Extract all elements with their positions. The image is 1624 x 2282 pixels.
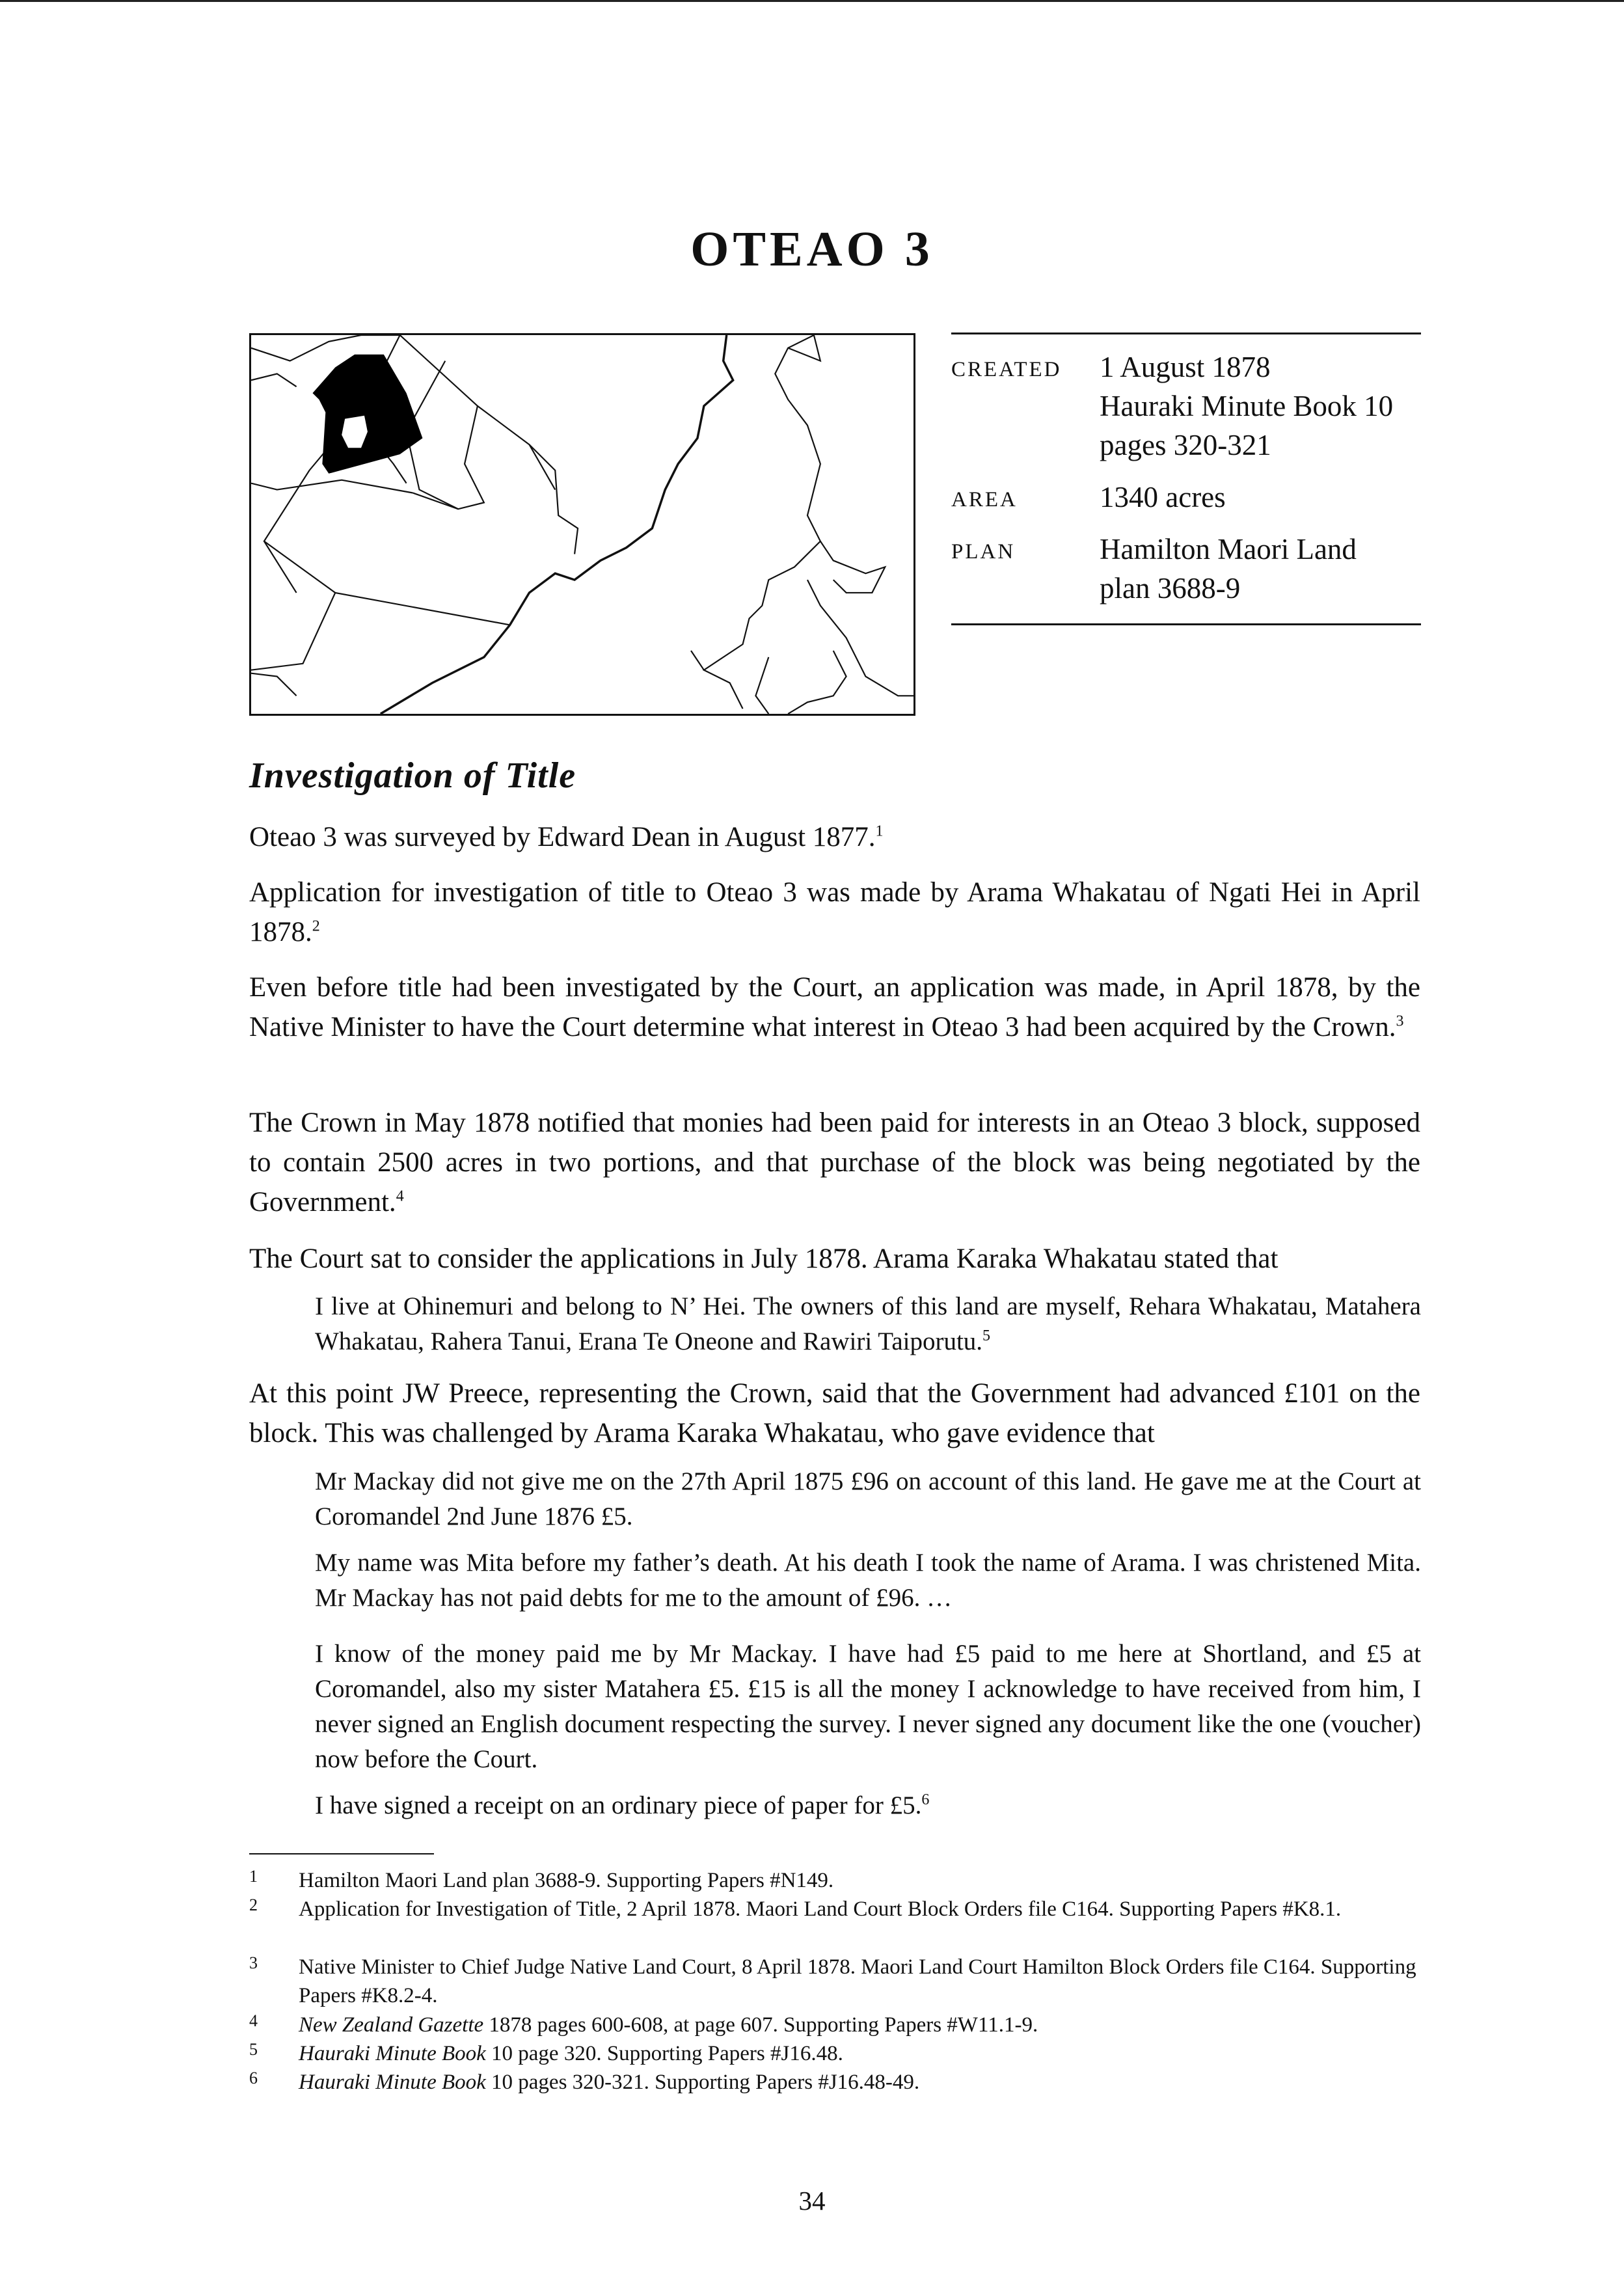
page-title: OTEAO 3 <box>690 222 934 277</box>
block-quote: I know of the money paid me by Mr Mackay. I have had £5 paid to me here at Shortland, and £5 at Coromandel, also my sister Matahera £5. £15 is all the money I acknowledge to have received from him, I never signed an English document respecting the survey. I never signed any document like the one (voucher) now before the Court. <box>315 1640 1421 1773</box>
block-quote: My name was Mita before my father’s death. At his death I took the name of Arama. I was christened Mita. Mr Mackay has not paid debts for me to the amount of £96. … <box>315 1549 1421 1612</box>
footnote-number: 5 <box>249 2040 258 2059</box>
footnote-text: Hauraki Minute Book 10 pages 320-321. Supporting Papers #J16.48-49. <box>299 2071 920 2094</box>
created-label: CREATED <box>951 358 1062 381</box>
footnote-number: 6 <box>249 2069 258 2087</box>
footnote-text: New Zealand Gazette 1878 pages 600-608, at page 607. Supporting Papers #W11.1-9. <box>299 2013 1038 2037</box>
top-border-line <box>0 0 1624 2</box>
footnote-number: 3 <box>249 1953 258 1972</box>
footnote-ref: 1 <box>875 822 884 840</box>
area-value: 1340 acres <box>1100 481 1226 513</box>
created-value <box>1100 347 1393 465</box>
footnote-ref: 6 <box>921 1791 930 1808</box>
plan-line-2: plan 3688-9 <box>1100 572 1241 604</box>
paragraph: The Court sat to consider the applications in July 1878. Arama Karaka Whakatau stated that <box>249 1243 1279 1274</box>
block-quote: Mr Mackay did not give me on the 27th April 1875 £96 on account of this land. He gave me at the Court at Coromandel 2nd June 1876 £5. <box>315 1467 1421 1530</box>
footnote-text: Hamilton Maori Land plan 3688-9. Supporting Papers #N149. <box>299 1869 834 1892</box>
footnote-ref: 2 <box>312 917 320 935</box>
footnote-ref: 4 <box>396 1188 404 1205</box>
paragraph: At this point JW Preece, representing the Crown, said that the Government had advanced £101 on the block. This was challenged by Arama Karaka Whakatau, who gave evidence that <box>249 1378 1420 1448</box>
area-label: AREA <box>951 488 1018 511</box>
oteao-3-block-shape <box>312 355 422 474</box>
created-pages: pages 320-321 <box>1100 429 1271 461</box>
footnote-ref: 3 <box>1396 1012 1404 1030</box>
block-quote: I live at Ohinemuri and belong to N’ Hei. The owners of this land are myself, Rehara Whakatau, Matahera Whakatau, Rahera Tanui, Erana Te Oneone and Rawiri Taiporutu.$^5$ <box>315 1292 1421 1355</box>
plan-label: PLAN <box>951 540 1016 564</box>
page-number: 34 <box>798 2186 826 2216</box>
footnote-number: 1 <box>249 1867 258 1886</box>
paragraph: Oteao 3 was surveyed by Edward Dean in August 1877.$^1$ <box>249 822 884 852</box>
section-heading: Investigation of Title <box>249 755 576 796</box>
footnote-text: Application for Investigation of Title, 2 April 1878. Maori Land Court Block Orders file C164. Supporting Papers #K8.1. <box>299 1897 1342 1921</box>
paragraph: Application for investigation of title to Oteao 3 was made by Arama Whakatau of Ngati Hei in April 1878.$^2$ <box>249 877 1420 947</box>
footnote-text: Hauraki Minute Book 10 page 320. Supporting Papers #J16.48. <box>299 2042 843 2065</box>
footnote-text: Native Minister to Chief Judge Native Land Court, 8 April 1878. Maori Land Court Hamilton Block Orders file C164. Supporting Papers #K8.2-4. <box>299 1955 1416 2007</box>
created-date: 1 August 1878 <box>1100 351 1271 383</box>
plan-value <box>1100 530 1357 608</box>
footnote-number: 2 <box>249 1895 258 1914</box>
block-map-drawing <box>251 335 914 714</box>
footnote-number: 4 <box>249 2011 258 2030</box>
block-quote: I have signed a receipt on an ordinary piece of paper for £5.$^6$ <box>315 1791 930 1819</box>
paragraph: Even before title had been investigated by the Court, an application was made, in April 1878, by the Native Minister to have the Court determine what interest in Oteao 3 had been acquired by the Crown.$^3$ <box>249 972 1420 1042</box>
plan-line-1: Hamilton Maori Land <box>1100 533 1357 565</box>
footnote-ref: 5 <box>982 1327 991 1344</box>
footnote-rule <box>249 1853 434 1854</box>
block-info-panel <box>951 333 1421 625</box>
location-map <box>249 333 915 716</box>
created-source: Hauraki Minute Book 10 <box>1100 390 1394 422</box>
paragraph: The Crown in May 1878 notified that monies had been paid for interests in an Oteao 3 block, supposed to contain 2500 acres in two portions, and that purchase of the block was being negotiated by the Government.$^4$ <box>249 1107 1420 1217</box>
